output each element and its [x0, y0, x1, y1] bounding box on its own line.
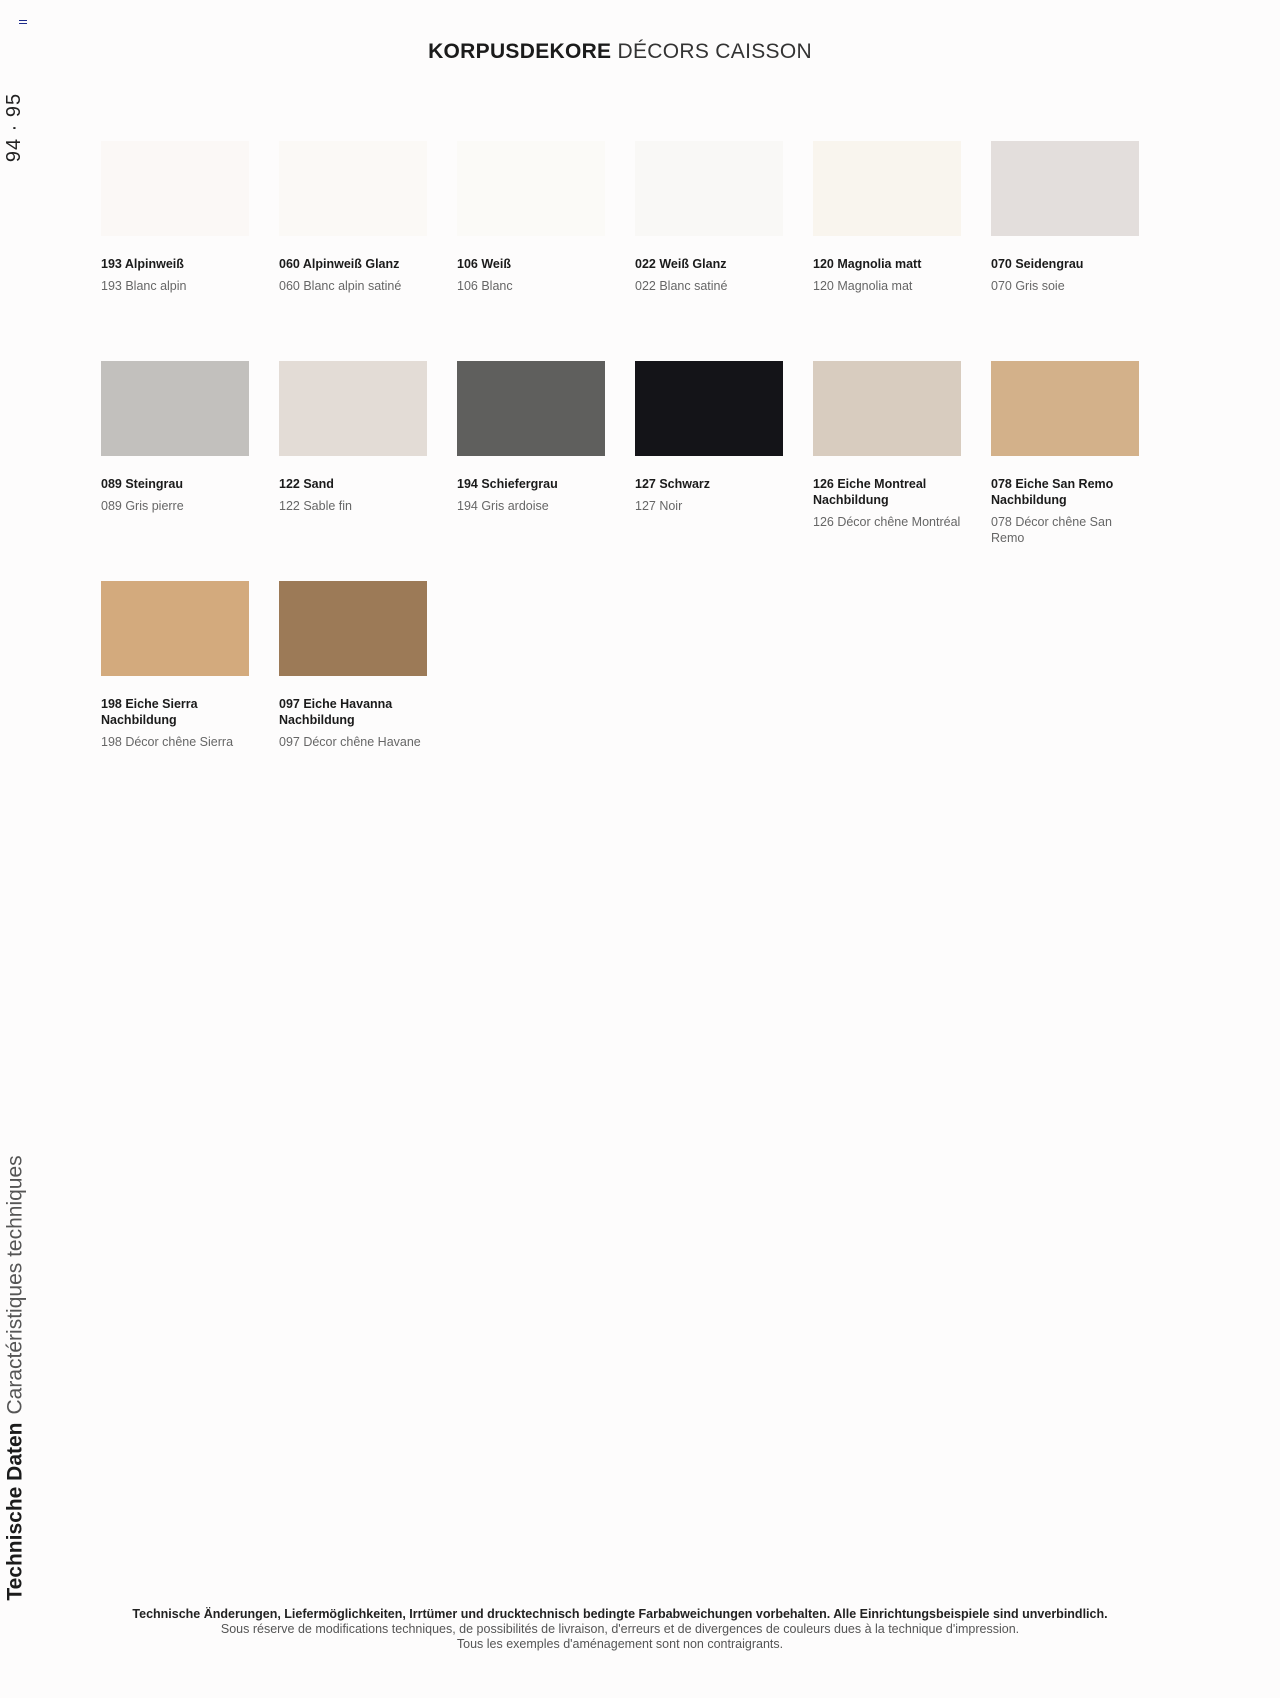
swatch-card — [101, 581, 249, 750]
swatch-card — [279, 361, 427, 514]
swatch-name-fr: 070 Gris soie — [991, 279, 1065, 293]
menu-icon[interactable] — [19, 20, 27, 27]
swatch-card — [991, 141, 1139, 294]
swatch-card — [457, 361, 605, 514]
swatch-chip — [279, 361, 427, 456]
swatch-name-de: 097 Eiche Havanna Nachbildung — [279, 697, 393, 727]
page-title-de: KORPUSDEKORE — [428, 40, 612, 63]
swatch-card — [635, 361, 783, 514]
side-title-fr: Caractéristiques techniques — [4, 1155, 27, 1415]
swatch-card — [101, 361, 249, 514]
swatch-name-de: 078 Eiche San Remo Nachbildung — [991, 477, 1114, 507]
swatch-card — [991, 361, 1139, 546]
swatch-chip — [635, 361, 783, 456]
swatch-name-fr: 194 Gris ardoise — [457, 499, 549, 513]
swatch-name-fr: 122 Sable fin — [279, 499, 352, 513]
page-title-fr: DÉCORS CAISSON — [617, 40, 812, 63]
swatch-name-fr: 127 Noir — [635, 499, 683, 513]
swatch-chip — [813, 141, 961, 236]
page-title — [0, 40, 1240, 64]
swatch-name-de: 089 Steingrau — [101, 477, 183, 491]
swatch-chip — [457, 361, 605, 456]
side-section-title — [0, 1148, 32, 1608]
disclaimer-de: Technische Änderungen, Liefermöglichkeiten, Irrtümer und drucktechnisch bedingte Farbabweichungen vorbehalten. Alle Einrichtungsbeispiele sind unverbindlich. — [132, 1607, 1108, 1621]
swatch-chip — [279, 141, 427, 236]
swatch-card — [457, 141, 605, 294]
swatch-name-fr: 120 Magnolia mat — [813, 279, 913, 293]
swatch-name-fr: 126 Décor chêne Montréal — [813, 515, 961, 529]
swatch-name-de: 126 Eiche Montreal Nachbildung — [813, 477, 927, 507]
swatch-name-fr: 078 Décor chêne San Remo — [991, 515, 1112, 545]
swatch-chip — [457, 141, 605, 236]
swatch-card — [813, 361, 961, 530]
swatch-card — [279, 141, 427, 294]
swatch-card — [813, 141, 961, 294]
swatch-name-fr: 106 Blanc — [457, 279, 513, 293]
swatch-chip — [101, 141, 249, 236]
swatch-name-de: 198 Eiche Sierra Nachbildung — [101, 697, 198, 727]
swatch-name-fr: 198 Décor chêne Sierra — [101, 735, 234, 749]
swatch-card — [635, 141, 783, 294]
side-title-de: Technische Daten — [4, 1422, 27, 1601]
swatch-name-fr: 097 Décor chêne Havane — [279, 735, 421, 749]
page-number-label: 94 · 95 — [3, 92, 26, 162]
swatch-chip — [991, 361, 1139, 456]
disclaimer-fr: Sous réserve de modifications techniques, de possibilités de livraison, d'erreurs et de divergences de couleurs dues à la technique d'impression. — [220, 1622, 1020, 1636]
swatch-name-de: 022 Weiß Glanz — [635, 257, 727, 271]
swatch-name-de: 120 Magnolia matt — [813, 257, 922, 271]
swatch-name-fr: 060 Blanc alpin satiné — [279, 279, 402, 293]
swatch-chip — [635, 141, 783, 236]
swatch-name-de: 060 Alpinweiß Glanz — [279, 257, 400, 271]
page-number — [0, 92, 30, 162]
swatch-name-fr: 193 Blanc alpin — [101, 279, 187, 293]
swatch-chip — [991, 141, 1139, 236]
swatch-chip — [813, 361, 961, 456]
swatch-card — [279, 581, 427, 750]
disclaimer-footer — [0, 1607, 1240, 1652]
disclaimer-fr-2: Tous les exemples d'aménagement sont non contraigrants. — [456, 1637, 784, 1651]
swatch-name-de: 127 Schwarz — [635, 477, 711, 491]
swatch-card — [101, 141, 249, 294]
swatch-name-de: 106 Weiß — [457, 257, 511, 271]
swatch-chip — [101, 361, 249, 456]
swatch-name-de: 193 Alpinweiß — [101, 257, 184, 271]
swatch-name-fr: 089 Gris pierre — [101, 499, 184, 513]
swatch-name-de: 194 Schiefergrau — [457, 477, 558, 491]
swatch-name-de: 122 Sand — [279, 477, 334, 491]
swatch-chip — [279, 581, 427, 676]
swatch-name-fr: 022 Blanc satiné — [635, 279, 728, 293]
swatch-name-de: 070 Seidengrau — [991, 257, 1084, 271]
swatch-chip — [101, 581, 249, 676]
